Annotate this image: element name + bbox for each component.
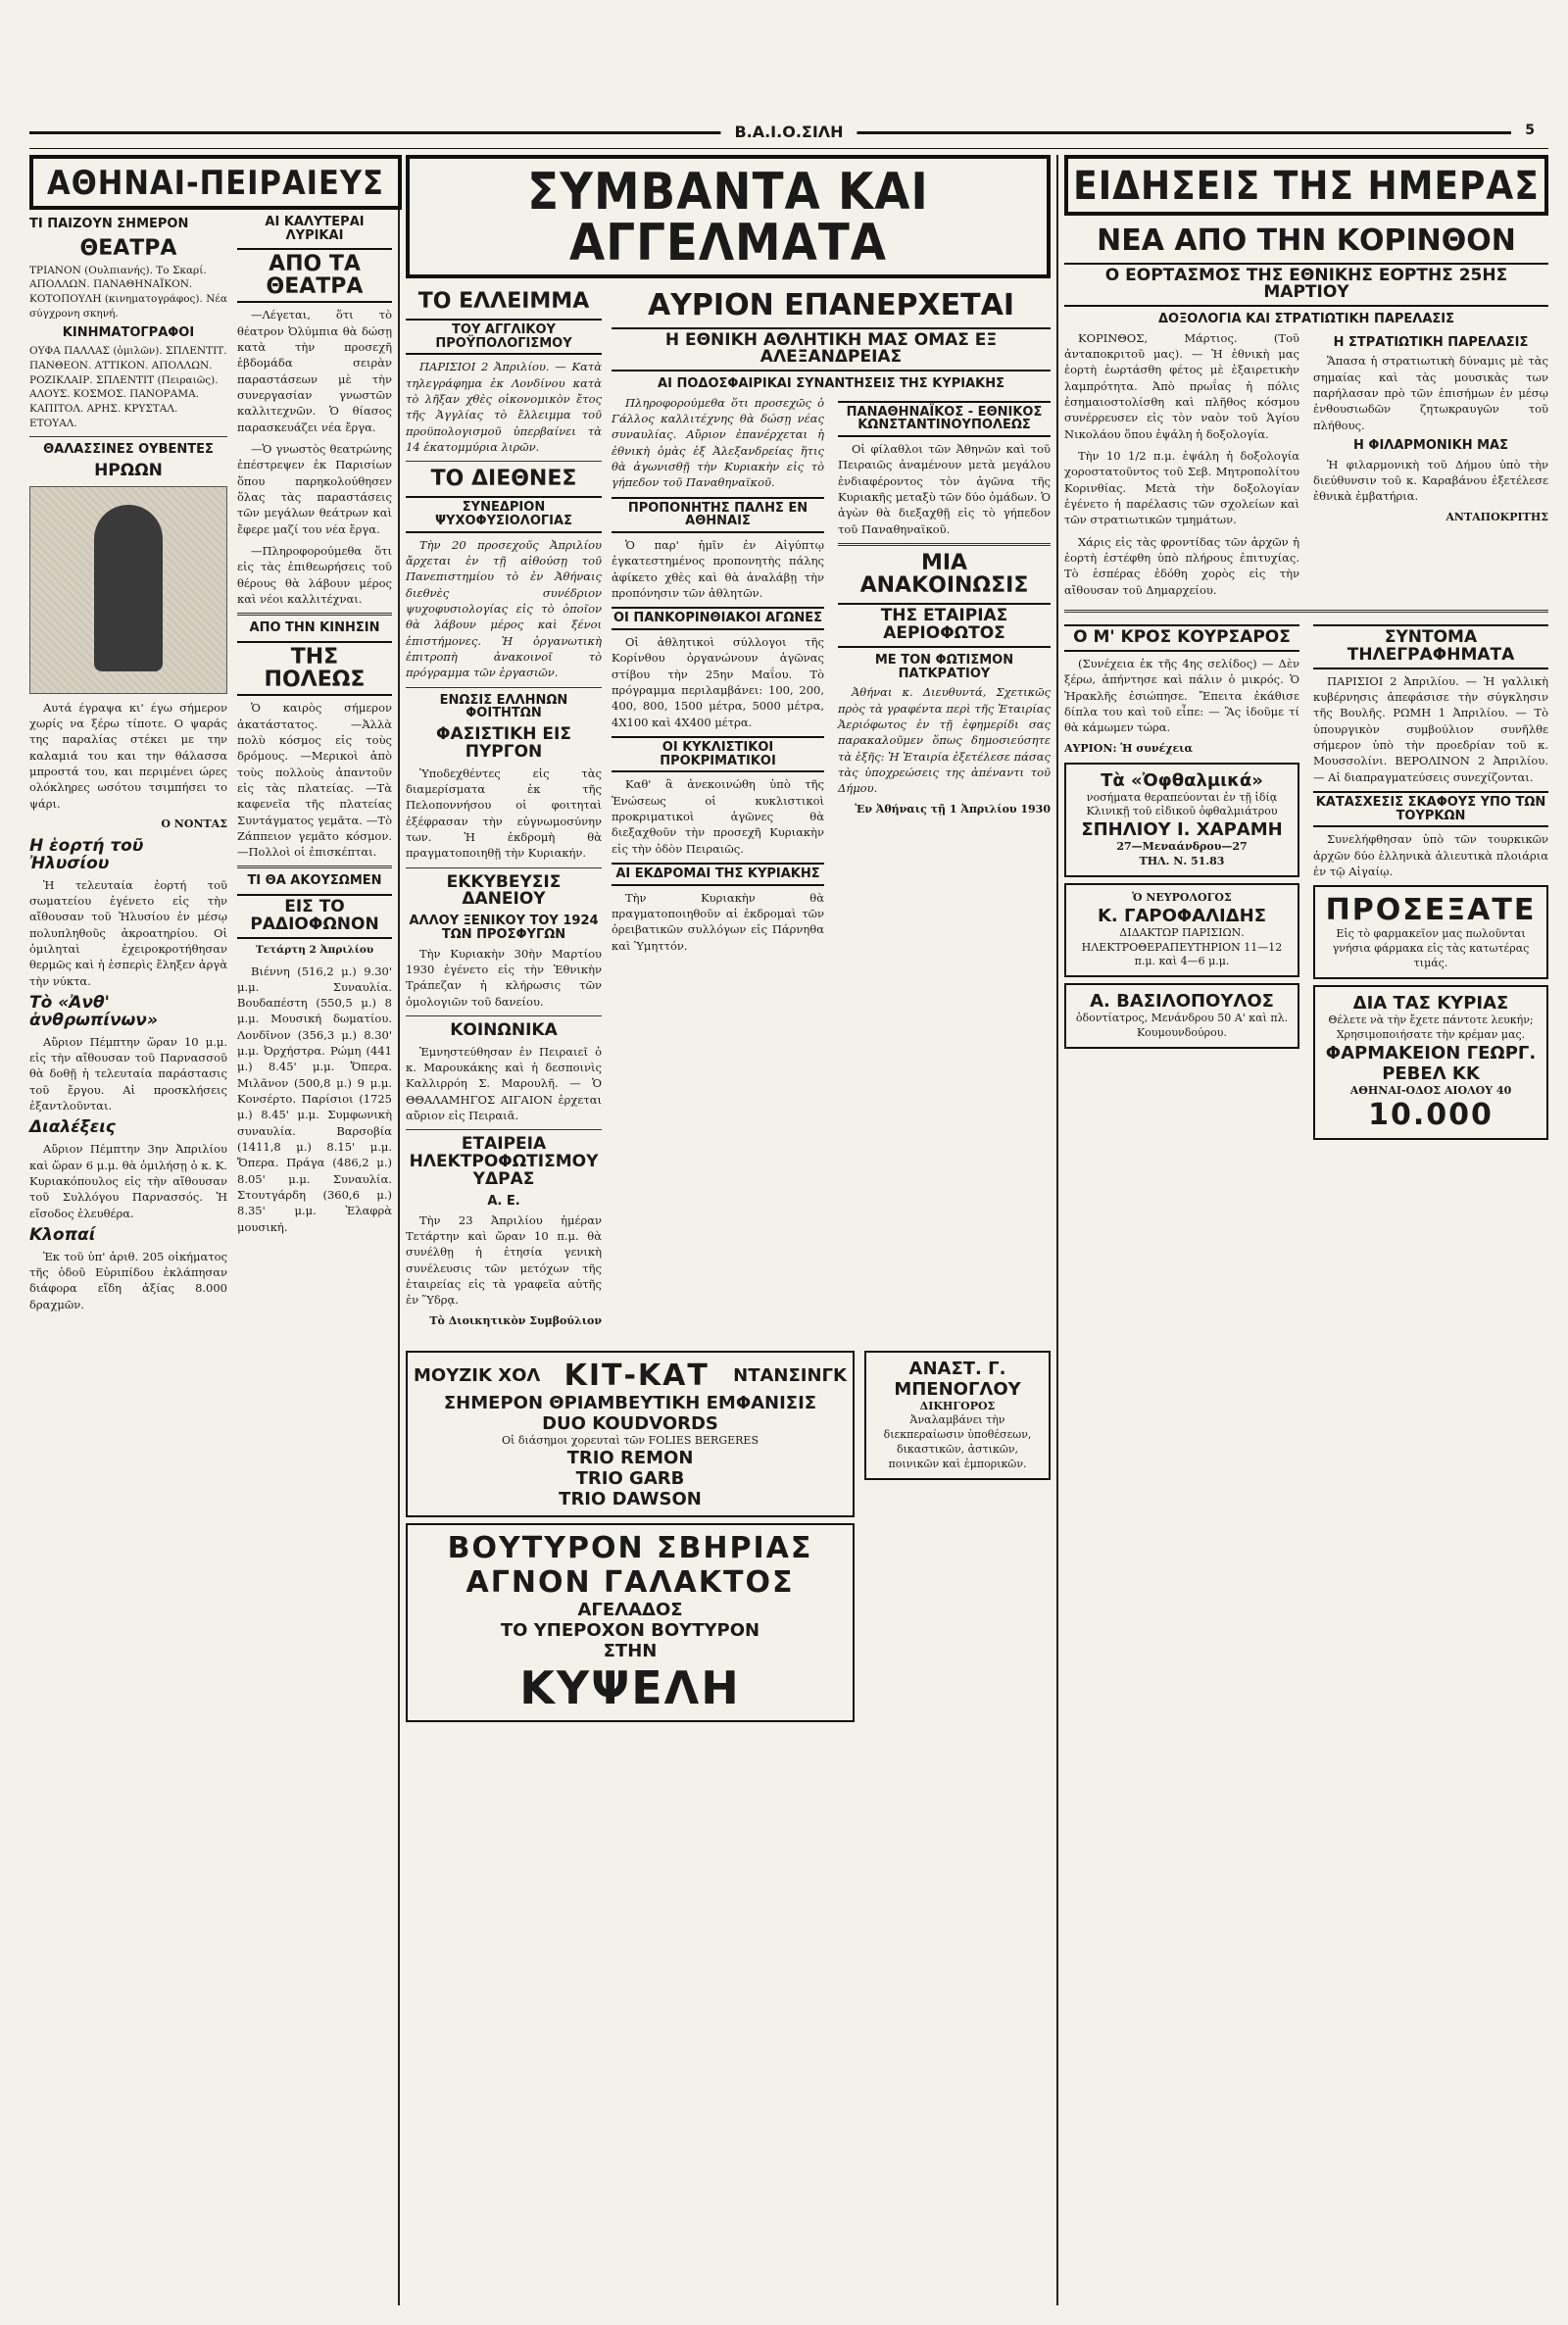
thefts-article: Ἐκ τοῦ ὑπ' ἀριθ. 205 οἰκήματος τῆς ὁδοῦ Εὐριπίδου ἐκλάπησαν διάφορα εἴδη ἀξίας 8.000 δραχμῶν. [29, 1249, 227, 1311]
corinth-heading: ΝΕΑ ΑΠΟ ΤΗΝ ΚΟΡΙΝΘΟΝ [1097, 223, 1516, 258]
news-lower-grid [1064, 618, 1548, 1146]
corinth-article-3: Χάρις εἰς τὰς φροντίδας τῶν ἀρχῶν ἡ ἑορτὴ ἐστέφθη ὑπὸ πλήρους ἐπιτυχίας. Τὸ ἑσπέρας ἐδόθη χορὸς εἰς τὴν αἴθουσαν τοῦ Δημαρχείου. [1064, 534, 1299, 597]
events-subcolumn-right [612, 284, 1051, 1335]
deficit-article: ΠΑΡΙΣΙΟΙ 2 Ἀπριλίου. — Κατὰ τηλεγράφημα ἐκ Λονδίνου κατὰ τὸ λῆξαν χθὲς οἰκονομικὸν ἔτος τῆς Ἀγγλίας τὸ ἔλλειμμα τοῦ προϋπολογισμοῦ ὑπερβαίνει τὰ 14 ἑκατομμύρια λιρῶν. [406, 360, 602, 455]
pharmacy-price: 10.000 [1368, 1098, 1494, 1133]
page-number: 5 [1511, 123, 1548, 138]
corinth-games-heading: ΟΙ ΠΑΝΚΟΡΙΝΘΙΑΚΟΙ ΑΓΩΝΕΣ [612, 607, 824, 630]
ophthalmology-ad [1064, 763, 1299, 877]
hydra-article: Τὴν 23 Ἀπριλίου ἡμέραν Τετάρτην καὶ ὥραν 10 π.μ. θὰ συνέλθῃ ἡ ἐτησία γενικὴ συνέλευσις τῶν μετόχων τῆς ἑταιρείας εἰς τὰ γραφεῖα αὐτῆς ἐν Ὕδρᾳ. [406, 1212, 602, 1308]
butter-line-3: ΑΓΕΛΑΔΟΣ [577, 1600, 683, 1621]
kitcat-line-2: DUO KOUDVORDS [542, 1412, 718, 1434]
column-theaters [237, 210, 392, 2305]
ophthalmology-address: 27—Μεναάνδρου—27 [1116, 840, 1248, 854]
gasworks-signature: Ἐν Ἀθήναις τῇ 1 Ἀπριλίου 1930 [855, 802, 1051, 816]
lectures-article: Αὔριον Πέμπτην 3ην Ἀπριλίου καὶ ὥραν 6 μ.μ. θὰ ὁμιλήσῃ ὁ κ. Κ. Κυριακόπουλος εἰς τὴν αἴθουσαν τοῦ Συλλόγου Παρνασσός. Ἡ εἴσοδος ἐλευθέρα. [29, 1142, 227, 1220]
theater-news-heading: ΑΠΟ ΤΑ ΘΕΑΤΡΑ [237, 248, 392, 303]
radio-listing: Βιέννη (516,2 μ.) 9.30' μ.μ. Συναυλία. Βουδαπέστη (550,5 μ.) 8 μ.μ. Μουσική δωματίου. Λονδῖνον (356,3 μ.) 8.30' μ.μ. Ὀρχήστρα. Ρώμη (441 μ.) 8.45' μ.μ. Ὄπερα. Μιλᾶνον (500,8 μ.) 9 μ.μ. Κονσέρτο. Παρίσιοι (1725 μ.) 8.45' μ.μ. Συμφωνικὴ συναυλία. Βαρσοβία (1411,8 μ.) 8.15' μ.μ. Ὄπερα. Πράγα (486,2 μ.) 8.05' μ.μ. Συναυλία. Στουτγάρδη (360,6 μ.) 8.35' μ.μ. Ἐλαφρὰ μουσική. [237, 964, 392, 1234]
students-kicker: ΕΝΩΣΙΣ ΕΛΛΗΝΩΝ ΦΟΙΤΗΤΩΝ [439, 692, 568, 721]
radio-date: Τετάρτη 2 Ἀπριλίου [255, 943, 374, 956]
kitcat-label-left: ΜΟΥΖΙΚ ΧΟΛ [414, 1364, 541, 1386]
ophthalmology-heading: Τὰ «Ὀφθαλμικά» [1101, 769, 1263, 791]
seizure-article: Συνελήφθησαν ὑπὸ τῶν τουρκικῶν ἀρχῶν δύο ἑλληνικὰ ἁλιευτικὰ πλοιάρια ἐν τῷ Αἰγαίῳ. [1313, 832, 1548, 878]
band-article: Ἡ φιλαρμονικὴ τοῦ Δήμου ὑπὸ τὴν διεύθυνσιν τοῦ κ. Καραβάνου ἐξετέλεσε ἐθνικὰ ἐμβατήρια. [1313, 457, 1548, 504]
social-heading: ΚΟΙΝΩΝΙΚΑ [450, 1019, 558, 1040]
loan-heading: ΕΚΚΥΒΕΥΣΙΣ ΔΑΝΕΙΟΥ [446, 871, 562, 910]
neurologist-ad [1064, 883, 1299, 977]
section-banner-events: ΣΥΜΒΑΝΤΑ ΚΑΙ ΑΓΓΕΛΜΑΤΑ [406, 155, 1051, 278]
parade-heading: Η ΣΤΡΑΤΙΩΤΙΚΗ ΠΑΡΕΛΑΣΙΣ [1333, 334, 1529, 350]
deficit-subheading: ΤΟΥ ΑΓΓΛΙΚΟΥ ΠΡΟΫΠΟΛΟΓΙΣΜΟΥ [406, 319, 602, 355]
corsair-heading: Ο Μ' ΚΡΟΣ ΚΟΥΡΣΑΡΟΣ [1064, 624, 1299, 652]
theater-news-1: —Λέγεται, ὅτι τὸ θέατρον Ὀλύμπια θὰ δώσῃ κατὰ τὴν προσεχῆ ἑβδομάδα σειρὰν παραστάσεων μὲ τὴν συνεργασίαν γνωστῶν καλλιτεχνῶν. Ὁ θίασος παρασκευάζει νέα ἔργα. [237, 308, 392, 434]
butter-line-1: ΒΟΥΤΥΡΟΝ ΣΒΗΡΙΑΣ [447, 1531, 813, 1566]
lawyer-title: ΔΙΚΗΓΟΡΟΣ [919, 1399, 996, 1412]
illustration-figure [29, 486, 227, 694]
lawyer-ad [864, 1351, 1051, 1480]
gasworks-kicker: ΜΕ ΤΟΝ ΦΩΤΙΣΜΟΝ ΠΑΤΚΡΑΤΙΟΥ [874, 652, 1014, 681]
heroes-kicker: ΘΑΛΑΣΣΙΝΕΣ ΟΥΒΕΝΤΕΣ [43, 442, 214, 458]
cycling-heading: ΟΙ ΚΥΚΛΙΣΤΙΚΟΙ ΠΡΟΚΡΙΜΑΤΙΚΟΙ [612, 736, 824, 772]
thefts-heading: Κλοπαί [29, 1224, 96, 1245]
congress-article: Τὴν 20 προσεχοῦς Ἀπριλίου ἄρχεται ἐν τῇ αἰθούσῃ τοῦ Πανεπιστημίου τὸ ἐν Ἀθήναις διεθνὲς συνέδριον ψυχοφυσιολογίας εἰς τὸ ὁποῖον θὰ λάβουν μέρος καὶ ξένοι ἐπιστήμονες. Ἡ ὀργανωτικὴ ἐπιτροπὴ ἀνακοινοῖ τὸ πρόγραμμα τῶν ἐργασιῶν. [406, 537, 602, 680]
social-article: Ἐμνηστεύθησαν ἐν Πειραιεῖ ὁ κ. Μαρουκάκης καὶ ἡ δεσποινὶς Καλλιρρόη Σ. Μαρουλῆ. — Ὁ ΘΘΑΛΑΜΗΓΟΣ ΑΙΓΑΙΟΝ ἐρχεται αὔριον εἰς Πειραιᾶ. [406, 1044, 602, 1123]
cycling-article: Καθ' ἃ ἀνεκοινώθη ὑπὸ τῆς Ἑνώσεως οἱ κυκλιστικοὶ προκριματικοὶ ἀγῶνες θὰ διεξαχθοῦν τὴν προσεχῆ Κυριακὴν εἰς τὴν ὁδὸν Πειραιῶς. [612, 777, 824, 856]
corinth-article-2: Τὴν 10 1/2 π.μ. ἐψάλη ἡ δοξολογία χοροστατοῦντος τοῦ Σεβ. Μητροπολίτου Κορινθίας. Μετὰ τὴν δοξολογίαν ἐγένετο ἡ παρέλασις τῶν σχολείων καὶ τῶν στρατιωτικῶν τμημάτων. [1064, 449, 1299, 527]
city-kicker: ΑΠΟ ΤΗΝ ΚΙΝΗΣΙΝ [249, 620, 380, 636]
loan-subheading: ΑΛΛΟΥ ΞΕΝΙΚΟΥ ΤΟΥ 1924 ΤΩΝ ΠΡΟΣΦΥΓΩΝ [409, 914, 599, 942]
gasworks-heading: ΜΙΑ ΑΝΑΚΟΙΝΩΣΙΣ [859, 551, 1029, 599]
neurologist-kicker: Ὁ ΝΕΥΡΟΛΟΓΟΣ [1132, 890, 1232, 904]
attention-heading: ΠΡΟΣΕΞΑΤΕ [1325, 893, 1537, 928]
corsair-article: (Συνέχεια ἐκ τῆς 4ης σελίδος) — Δὲν ξέρω, ἀπήντησε καὶ πάλιν ὁ μικρός. Ὁ Ἠρακλῆς ἐσιώπησε. Ἔπειτα ἐκάθισε δίπλα του καὶ τοῦ εἶπε: — Ἂς ἰδοῦμε τί θὰ κάμωμεν τώρα. [1064, 656, 1299, 735]
hydra-heading: ΕΤΑΙΡΕΙΑ ΗΛΕΚΤΡΟΦΩΤΙΣΜΟΥ ΥΔΡΑΣ [409, 1134, 599, 1190]
attention-text: Εἰς τὸ φαρμακεῖον μας πωλοῦνται γνήσια φάρμακα εἰς τὰς κατωτέρας τιμάς. [1332, 927, 1530, 970]
section-banner-news: ΕΙΔΗΣΕΙΣ ΤΗΣ ΗΜΕΡΑΣ [1064, 155, 1548, 216]
theaters-listing: ΤΡΙΑΝΟΝ (Ουλπιανής). Το Σκαρί. ΑΠΟΛΛΩΝ. ΠΑΝΑΘΗΝΑΪΚΟΝ. ΚΟΤΟΠΟΥΛΗ (κινηματογράφος). Νέα σύγχρονη σκηνή. [29, 264, 227, 320]
pharmacy-address: ΑΘΗΝΑΙ-ΟΔΟΣ ΑΙΟΛΟΥ 40 [1349, 1083, 1512, 1097]
hydra-signature: Τὸ Διοικητικὸν Συμβούλιον [429, 1313, 602, 1327]
pharmacy-ad [1313, 985, 1548, 1141]
pharmacy-heading: ΔΙΑ ΤΑΣ ΚΥΡΙΑΣ [1352, 992, 1509, 1014]
butter-line-2: ΑΓΝΟΝ ΓΑΛΑΚΤΟΣ [466, 1565, 795, 1601]
wrestling-heading: ΠΡΟΠΟΝΗΤΗΣ ΠΑΛΗΣ ΕΝ ΑΘΗΝΑΙΣ [612, 497, 824, 533]
parade-article: Ἅπασα ἡ στρατιωτικὴ δύναμις μὲ τὰς σημαίας καὶ τὰς μουσικὰς των παρήλασαν πρὸ τῶν ἐπισήμων ἐν μέσῳ ἐνθουσιωδῶν ζητωκραυγῶν τοῦ πλήθους. [1313, 354, 1548, 432]
ophthalmology-phone: ΤΗΛ. Ν. 51.83 [1139, 855, 1225, 868]
heroes-heading: ΗΡΩΩΝ [94, 460, 163, 480]
telegrams-article: ΠΑΡΙΣΙΟΙ 2 Ἀπριλίου. — Ἡ γαλλικὴ κυβέρνησις ἀπεφάσισε τὴν σύγκλησιν τῆς Βουλῆς. ΡΩΜΗ 1 Ἀπριλίου. — Τὸ ὑπουργικὸν συμβούλιον συνῆλθε σήμερον ὑπὸ τὴν προεδρίαν τοῦ κ. Μουσσολίνι. ΒΕΡΟΛΙΝΟΝ 2 Ἀπριλίου. — Αἱ διαπραγματεύσεις συνεχίζονται. [1313, 673, 1548, 784]
ophthalmology-text: νοσήματα θεραπεύονται ἐν τῇ ἰδίᾳ Κλινικῇ τοῦ εἰδικοῦ ὀφθαλμιάτρου [1086, 790, 1278, 818]
telegrams-heading: ΣΥΝΤΟΜΑ ΤΗΛΕΓΡΑΦΗΜΑΤΑ [1313, 624, 1548, 669]
lawyer-name: ΑΝΑΣΤ. Γ. ΜΠΕΝΟΓΛΟΥ [894, 1358, 1021, 1400]
hydra-subheading: Α. Ε. [487, 1193, 520, 1209]
elysion-heading: Η ἑορτή τοῦ Ἠλυσίου [29, 836, 144, 873]
deficit-heading: ΤΟ ΕΛΛΕΙΜΜΑ [417, 289, 590, 314]
team-returns-heading: ΑΥΡΙΟΝ ΕΠΑΝΕΡΧΕΤΑΙ [647, 288, 1015, 322]
team-returns-kicker: ΑΙ ΠΟΔΟΣΦΑΙΡΙΚΑΙ ΣΥΝΑΝΤΗΣΕΙΣ ΤΗΣ ΚΥΡΙΑΚΗΣ [658, 376, 1004, 392]
column-rule [398, 155, 400, 2305]
radio-kicker: ΤΙ ΘΑ ΑΚΟΥΣΩΜΕΝ [247, 873, 382, 889]
events-subcolumn-left [406, 284, 602, 1335]
city-article: Ὁ καιρὸς σήμερον ἀκατάστατος. —Ἀλλὰ πολὺ κόσμος εἰς τοὺς δρόμους. —Μερικοὶ ἀπὸ τοὺς πολλοὺς ἀπαντοῦν εἰς τὰς πλατείας. —Τὰ καφενεῖα τῆς πλατείας Συντάγματος γεμᾶτα. —Τὸ Ζάππειον γεμᾶτο κόσμον. —Πολλοὶ οἱ ἐπισκέπται. [237, 701, 392, 860]
corinth-subheading: Ο ΕΟΡΤΑΣΜΟΣ ΤΗΣ ΕΘΝΙΚΗΣ ΕΟΡΤΗΣ 25ΗΣ ΜΑΡΤΙΟΥ [1064, 263, 1548, 308]
corinth-kicker: ΔΟΞΟΛΟΓΙΑ ΚΑΙ ΣΤΡΑΤΙΩΤΙΚΗ ΠΑΡΕΛΑΣΙΣ [1157, 312, 1455, 327]
excursions-heading: ΑΙ ΕΚΔΡΟΜΑΙ ΤΗΣ ΚΥΡΙΑΚΗΣ [612, 863, 824, 886]
kitcat-line-4: TRIO REMON [566, 1448, 694, 1469]
masthead-text: Β.Α.Ι.Ο.ΣΙΛΗ [720, 123, 857, 141]
kitcat-line-6: TRIO DAWSON [559, 1489, 702, 1510]
theater-news-kicker: ΑΙ ΚΑΛΥΤΕΡΑΙ ΛΥΡΙΚΑΙ [265, 215, 365, 243]
kitcat-label-right: ΝΤΑΝΣΙΝΓΚ [733, 1364, 847, 1386]
play-article: Αὔριον Πέμπτην ὥραν 10 μ.μ. εἰς τὴν αἴθουσαν τοῦ Παρνασσοῦ θὰ δοθῇ ἡ τελευταία παράστασις τοῦ ἔργου. Αἱ προσκλήσεις ἐξαντλοῦνται. [29, 1034, 227, 1113]
sports-grid [612, 395, 1051, 960]
butter-ad [406, 1523, 855, 1722]
elysion-article: Ἡ τελευταία ἑορτή τοῦ σωματείου ἐγένετο εἰς τὴν αἴθουσαν τοῦ Ἠλυσίου ἐν μέσῳ πολυπληθοῦς ἀκροατηρίου. Οἱ ὁμιληταὶ ἐχειροκροτήθησαν θερμῶς καὶ ἡ ἑσπερὶς ἔληξεν ἀργὰ τὴν νύκτα. [29, 877, 227, 988]
wrestling-article: Ὁ παρ' ἡμῖν ἐν Αἰγύπτῳ ἐγκατεστημένος προπονητὴς πάλης ἀφίκετο χθὲς καὶ θὰ ἀναλάβῃ τὴν προπόνησιν τῶν ἀθλητῶν. [612, 538, 824, 601]
corinth-article-1: ΚΟΡΙΝΘΟΣ, Μάρτιος. (Τοῦ ἀνταποκριτοῦ μας). — Ἡ ἐθνικὴ μας ἑορτὴ ἑωρτάσθη φέτος μὲ ἐξαιρετικὴν λαμπρότητα. Ἀπὸ πρωΐας ἡ πόλις ἐσημαιοστολίσθη καὶ πλῆθος κόσμου συνέρρευσεν εἰς τὸν ναὸν τοῦ Ἁγίου Νικολάου ὅπου ἐψάλη ἡ δοξολογία. [1064, 330, 1299, 441]
excursions-article: Τὴν Κυριακὴν θὰ πραγματοποιηθοῦν αἱ ἐκδρομαὶ τῶν ὀρειβατικῶν συλλόγων εἰς Πάρνηθα καὶ Ὑμηττόν. [612, 890, 824, 953]
section-banner-athens: ΑΘΗΝΑΙ-ΠΕΙΡΑΙΕΥΣ [29, 155, 402, 210]
kitcat-name: ΚΙΤ-ΚΑΤ [564, 1358, 710, 1393]
kitcat-line-1: ΣΗΜΕΡΟΝ ΘΡΙΑΜΒΕΥΤΙΚΗ ΕΜΦΑΝΙΣΙΣ [443, 1392, 817, 1413]
theater-news-3: —Πληροφορούμεθα ὅτι εἰς τὰς ἐπιθεωρήσεις τοῦ θέρους θὰ λάβουν μέρος καὶ νέοι καλλιτέχναι. [237, 544, 392, 607]
corinth-signature: ΑΝΤΑΠΟΚΡΙΤΗΣ [1446, 510, 1548, 523]
pharmacy-text: Θέλετε νὰ τὴν ἔχετε πάντοτε λευκήν; Χρησιμοποιήσατε τὴν κρέμαν μας. [1328, 1013, 1534, 1041]
dentist-name: Α. ΒΑΣΙΛΟΠΟΥΛΟΣ [1090, 991, 1274, 1013]
gasworks-article: Ἀθήναι κ. Διευθυντά, Σχετικῶς πρὸς τὰ γραφέντα περὶ τῆς Ἑταιρίας Ἀεριόφωτος ἐν τῇ ἐφημερίδι σας παρακαλοῦμεν ὅπως δημοσιεύσητε τὰ ἑξῆς: Ἡ Ἑταιρία ἐξετέλεσε πάσας τὰς ὑποχρεώσεις της ἀπέναντι τοῦ Δήμου. [838, 685, 1051, 796]
lectures-heading: Διαλέξεις [29, 1117, 116, 1138]
theaters-heading: ΘΕΑΤΡΑ [79, 235, 177, 261]
congress-subheading: ΣΥΝΕΔΡΙΟΝ ΨΥΧΟΦΥΣΙΟΛΟΓΙΑΣ [406, 496, 602, 532]
cinemas-listing: ΟΥΦΑ ΠΑΛΛΑΣ (ὁμιλῶν). ΣΠΛΕΝΤΙΤ. ΠΑΝΘΕΟΝ. ΑΤΤΙΚΟΝ. ΑΠΟΛΛΩΝ. ΡΟΖΙΚΛΑΙΡ. ΣΠΛΕΝΤΙΤ (Πειραιῶς). ΑΛΟΥΣ. ΚΟΣΜΟΣ. ΠΑΝΟΡΑΜΑ. ΚΑΠΙΤΟΛ. ΑΡΗΣ. ΚΡΥΣΤΑΛ. ΕΤΟΥΑΛ. [29, 345, 227, 429]
heroes-article: Αυτά έγραψα κι' έγω σήμερον χωρίς να ξέρω τίποτε. Ο ψαράς της παραλίας στέκει με την καλαμιά του και την θάλασσα μπροστά του, και περιμένει ώρες ολόκληρες ωσότου τσιμπήσει το ψάρι. [29, 700, 227, 811]
dentist-ad [1064, 983, 1299, 1049]
heroes-signature: Ο ΝΟΝΤΑΣ [161, 817, 227, 831]
radio-heading: ΕΙΣ ΤΟ ΡΑΔΙΟΦΩΝΟΝ [237, 894, 392, 939]
ophthalmology-name: ΣΠΗΛΙΟΥ Ι. ΧΑΡΑΜΗ [1081, 819, 1283, 841]
column-rule [1056, 155, 1058, 2305]
students-heading: ΦΑΣΙΣΤΙΚΗ ΕΙΣ ΠΥΡΓΟΝ [436, 723, 571, 762]
match-article: Οἱ φίλαθλοι τῶν Ἀθηνῶν καὶ τοῦ Πειραιῶς ἀναμένουν μετὰ μεγάλου ἐνδιαφέροντος τὸν ἀγῶνα τῆς Κυριακῆς μεταξὺ τῶν δύο ὁμάδων. Ὁ ἀγὼν θὰ διεξαχθῇ εἰς τὸ γήπεδον τοῦ Παναθηναϊκοῦ. [838, 442, 1051, 536]
corsair-continued: ΑΥΡΙΟΝ: Ἡ συνέχεια [1064, 741, 1193, 755]
band-heading: Η ΦΙΛΑΡΜΟΝΙΚΗ ΜΑΣ [1352, 438, 1508, 454]
corinth-games-article: Οἱ ἀθλητικοὶ σύλλογοι τῆς Κορίνθου ὀργανώνουν ἀγῶνας στίβου τὴν 25ην Μαΐου. Τὸ πρόγραμμα περιλαμβάνει: 100, 200, 400, 800, 1500 μέτρα, 5000 μέτρα, 4Χ100 καὶ 4Χ400 μέτρα. [612, 635, 824, 729]
kitcat-ad [406, 1351, 855, 1518]
pharmacy-name: ΦΑΡΜΑΚΕΙΟΝ ΓΕΩΡΓ. ΡΕΒΕΛ ΚΚ [1325, 1042, 1537, 1084]
students-article: Ὑποδεχθέντες εἰς τὰς διαμερίσματα ἐκ τῆς Πελοποννήσου οἱ φοιτηταὶ ἐξέφρασαν τὴν εὐγνωμοσύνην των. Ἡ ἐκδρομὴ θὰ πραγματοποιηθῇ τὴν Κυριακήν. [406, 766, 602, 861]
lawyer-text: Ἀναλαμβάνει τὴν διεκπεραίωσιν ὑποθέσεων, δικαστικῶν, ἀστικῶν, ποινικῶν καὶ ἐμπορικῶν. [883, 1413, 1032, 1470]
city-heading: ΤΗΣ ΠΟΛΕΩΣ [237, 641, 392, 696]
match-heading: ΠΑΝΑΘΗΝΑΪΚΟΣ - ΕΘΝΙΚΟΣ ΚΩΝΣΤΑΝΤΙΝΟΥΠΟΛΕΩΣ [838, 401, 1051, 437]
section-kicker: ΤΙ ΠΑΙΖΟΥΝ ΣΗΜΕΡΟΝ [29, 217, 189, 231]
theater-news-2: —Ὁ γνωστὸς θεατρώνης ἐπέστρεψεν ἐκ Παρισίων ὅπου παρηκολούθησεν ὅλας τὰς παραστάσεις τῶν μεγάλων θεάτρων καὶ ἔφερε μαζί του νέα ἔργα. [237, 442, 392, 536]
neurologist-text: ΔΙΔΑΚΤΩΡ ΠΑΡΙΣΙΩΝ. ΗΛΕΚΤΡΟΘΕΡΑΠΕΥΤΗΡΙΟΝ 11—12 π.μ. καὶ 4—6 μ.μ. [1081, 925, 1283, 968]
column-events [406, 155, 1051, 2305]
team-returns-subheading: Η ΕΘΝΙΚΗ ΑΘΛΗΤΙΚΗ ΜΑΣ ΟΜΑΣ ΕΞ ΑΛΕΞΑΝΔΡΕΙΑΣ [612, 327, 1051, 372]
team-returns-article: Πληροφορούμεθα ὅτι προσεχῶς ὁ Γάλλος καλλιτέχνης θὰ δώσῃ νέας συναυλίας. Αὔριον ἐπανέρχεται ἡ ἐθνικὴ ὁμὰς ἐξ Ἀλεξανδρείας ἥτις θὰ ἀγωνισθῇ τὴν Κυριακὴν εἰς τὸ γήπεδον τοῦ Παναθηναϊκοῦ. [612, 395, 824, 490]
butter-line-6: ΚΥΨΕΛΗ [519, 1661, 741, 1715]
neurologist-name: Κ. ΓΑΡΟΦΑΛΙΔΗΣ [1097, 905, 1267, 926]
gasworks-subheading: ΤΗΣ ΕΤΑΙΡΙΑΣ ΑΕΡΙΟΦΩΤΟΣ [838, 603, 1051, 648]
kitcat-line-5: TRIO GARB [575, 1468, 685, 1490]
kitcat-line-3: Οἱ διάσημοι χορευταὶ τῶν FOLIES BERGERES [502, 1433, 759, 1447]
play-heading: Τὸ «Ἀνθ' ἀνθρωπίνων» [29, 993, 158, 1030]
butter-line-4: ΤΟ ΥΠΕΡΟΧΟΝ ΒΟΥΤΥΡΟΝ [500, 1620, 760, 1642]
loan-article: Τὴν Κυριακὴν 30ὴν Μαρτίου 1930 ἐγένετο εἰς τὴν Ἐθνικὴν Τράπεζαν ἡ κλήρωσις τῶν ὁμολογιῶν τοῦ δανείου. [406, 946, 602, 1009]
column-news [1064, 155, 1548, 2305]
seizure-heading: ΚΑΤΑΣΧΕΣΙΣ ΣΚΑΦΟΥΣ ΥΠΟ ΤΩΝ ΤΟΥΡΚΩΝ [1313, 791, 1548, 827]
masthead-rule [29, 123, 1548, 149]
congress-heading: ΤΟ ΔΙΕΘΝΕΣ [430, 467, 577, 492]
butter-line-5: ΣΤΗΝ [603, 1641, 658, 1662]
attention-ad [1313, 885, 1548, 979]
cinemas-heading: ΚΙΝΗΜΑΤΟΓΡΑΦΟΙ [62, 325, 195, 341]
dentist-text: ὁδοντίατρος, Μενάνδρου 50 Α' καὶ πλ. Κουμουνδούρου. [1075, 1012, 1289, 1040]
corinth-article-grid [1064, 330, 1548, 604]
